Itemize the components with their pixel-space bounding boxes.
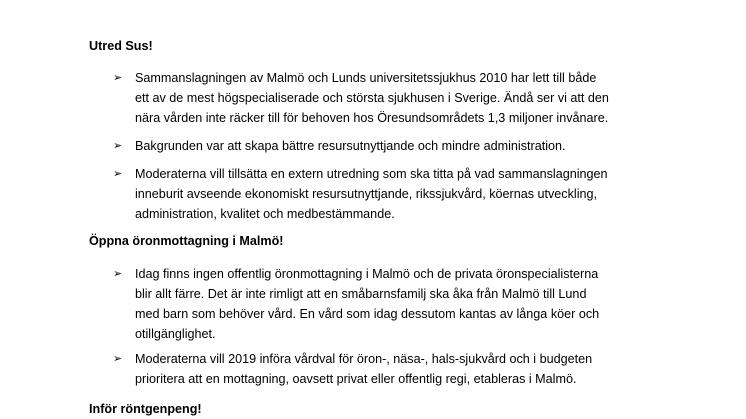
bullet-text: [135, 68, 675, 128]
section-heading-utred-sus: Utred Sus!: [89, 39, 153, 53]
text-line: administration, kvalitet och medbestämmande.: [135, 207, 395, 221]
text-line: Idag finns ingen offentlig öronmottagning i Malmö och de privata öronspecialisterna: [135, 267, 599, 281]
bullet-arrow-icon: ➢: [113, 72, 123, 84]
text-line: nära vården inte räcker till för behoven hos Öresundsområdets 1,3 miljoner invånare.: [135, 111, 609, 125]
text-line: otillgänglighet.: [135, 327, 216, 341]
text-line: blir allt färre. Det är inte rimligt att en småbarnsfamilj ska åka från Malmö till Lund: [135, 287, 587, 301]
bullet-arrow-icon: ➢: [113, 268, 123, 280]
text-line: Sammanslagningen av Malmö och Lunds universitetssjukhus 2010 har lett till både: [135, 71, 597, 85]
bullet-arrow-icon: ➢: [113, 140, 123, 152]
text-line: Moderaterna vill 2019 införa vårdval för öron-, näsa-, hals-sjukvård och i budgeten: [135, 352, 593, 366]
text-line: Moderaterna vill tillsätta en extern utredning som ska titta på vad sammanslagningen: [135, 167, 608, 181]
bullet-arrow-icon: ➢: [113, 168, 123, 180]
bullet-text: [135, 164, 675, 224]
section-heading-oronmottagning: Öppna öronmottagning i Malmö!: [89, 234, 284, 248]
section-heading-rontgenpeng: Inför röntgenpeng!: [89, 402, 202, 416]
bullet-text: [135, 349, 675, 389]
bullet-text: [135, 136, 675, 156]
text-line: ett av de mest högspecialiserade och största sjukhusen i Sverige. Ändå ser vi att den: [135, 91, 609, 105]
bullet-arrow-icon: ➢: [113, 353, 123, 365]
text-line: prioritera att en mottagning, oavsett privat eller offentlig regi, etableras i Malmö.: [135, 372, 577, 386]
text-line: med barn som behöver vård. En vård som idag dessutom kantas av långa köer och: [135, 307, 600, 321]
text-line: Bakgrunden var att skapa bättre resursutnyttjande och mindre administration.: [135, 139, 566, 153]
text-line: inneburit avseende ekonomiskt resursutnyttjande, rikssjukvård, köernas utveckling,: [135, 187, 598, 201]
bullet-text: [135, 264, 675, 344]
